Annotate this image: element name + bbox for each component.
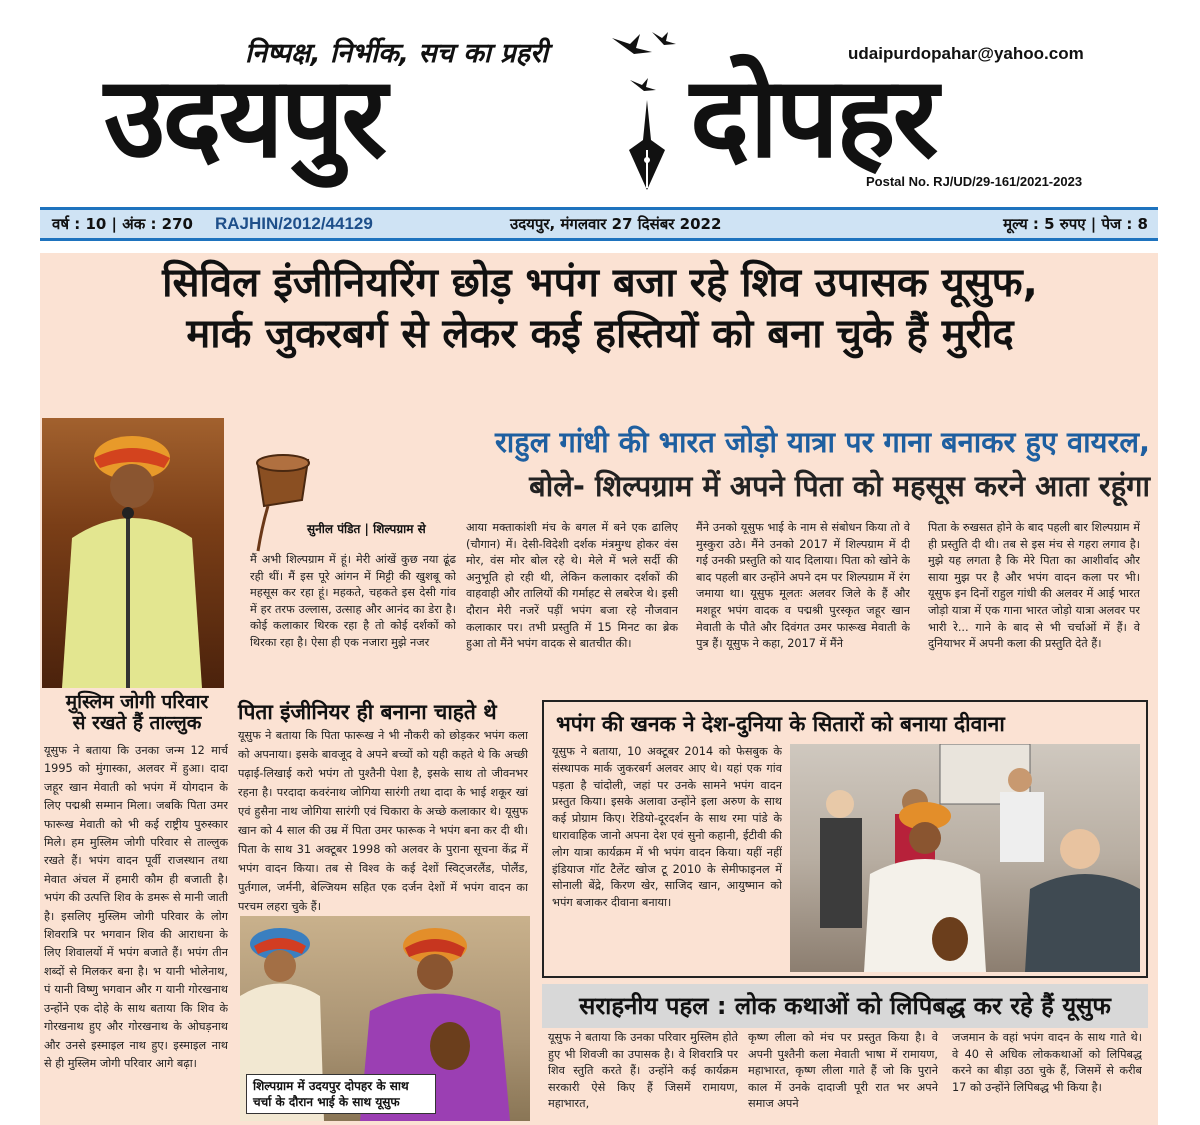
zuckerberg-meeting-photo — [790, 744, 1140, 972]
story-column-3: मैंने उनको यूसुफ भाई के नाम से संबोधन किया तो वे मुस्कुरा उठे। मैंने उनको 2017 में शिल्पग्राम में दी गई उनकी प्रस्तुति को याद दिलाया। पिता को खोने के बाद पहली बार उन्होंने अपने दम पर शिल्पग्राम में रंग जमाया था। यूसुफ मूलतः अलवर जिले के हैं और मशहूर भपंग वादक व पद्मश्री पुरस्कृत जहूर खान मेवाती के पौते और दिवंगत उमर फारूख मेवाती के पुत्र हैं। यूसुफ ने कहा, 2017 में मैंने — [696, 521, 910, 651]
byline: सुनील पंडित | शिल्पग्राम से — [307, 522, 426, 536]
muslim-section-title — [42, 692, 232, 734]
photo-caption — [246, 1074, 436, 1114]
initiative-section-title: सराहनीय पहल : लोक कथाओं को लिपिबद्ध कर रहे हैं यूसुफ — [542, 984, 1148, 1028]
postal-number: Postal No. RJ/UD/29-161/2021-2023 — [866, 174, 1083, 189]
father-section-title: पिता इंजीनियर ही बनाना चाहते थे — [238, 700, 497, 724]
masthead-name-left: उदयपुर — [104, 53, 385, 183]
masthead-tagline: निष्पक्ष, निर्भीक, सच का प्रहरी — [245, 38, 549, 69]
registration-number: RAJHIN/2012/44129 — [215, 214, 373, 233]
story-column-4: पिता के रुखसत होने के बाद पहली बार शिल्पग्राम में ही प्रस्तुति दी थी। तब से इस मंच से गहरा लगाव है। मुझे यह लगता है कि मेरे पिता का आशीर्वाद और साया मुझ पर है और भपंग वादन कला पर भी। यूसुफ इन दिनों राहुल गांधी की अलवर में आई भारत जोड़ो यात्रा में एक गाना भारत जोड़ो यात्रा अलवर पर भारी रे... गाने के बाद से भी चर्चाओं में हैं। वे दुनियाभर में अपनी कला की प्रस्तुति देते हैं। — [928, 521, 1140, 651]
headline-line-1: सिविल इंजीनियरिंग छोड़ भपंग बजा रहे शिव उपासक यूसुफ, — [162, 260, 1038, 306]
headline-line-2: मार्क जुकरबर्ग से लेकर कई हस्तियों को बना चुके हैं मुरीद — [186, 311, 1014, 357]
bhapang-section-title: भपंग की खनक ने देश-दुनिया के सितारों को बनाया दीवाना — [556, 712, 1005, 736]
subhead-line-2: बोले- शिल्पग्राम में अपने पिता को महसूस करने आता रहूंगा — [529, 469, 1150, 503]
subhead-line-1: राहुल गांधी की भारत जोड़ो यात्रा पर गाना बनाकर हुए वायरल, — [494, 425, 1150, 459]
initiative-column-2: कृष्ण लीला को मंच पर प्रस्तुत किया है। वे अपनी पुश्तैनी कला मेवाती भाषा में रामायण, महाभारत, कृष्ण लीला गाते हैं जो कि पुराने काल में उनके दादाजी पूरी रात भर अपने समाज अपने — [748, 1031, 938, 1111]
muslim-title-line-2: से रखते हैं ताल्लुक — [72, 712, 202, 734]
masthead — [0, 0, 1200, 200]
initiative-column-1: यूसुफ ने बताया कि उनका परिवार मुस्लिम होते हुए भी शिवजी का उपासक है। वे शिवरात्रि पर शिव स्तुति करते हैं। उन्होंने कई कार्यक्रम सरकारी ऐसे किए हैं जिसमें रामायण, महाभारत, — [548, 1031, 738, 1111]
caption-line-1: शिल्पग्राम में उदयपुर दोपहर के साथ — [253, 1079, 409, 1093]
main-headline — [50, 258, 1150, 360]
muslim-section-text: यूसुफ ने बताया कि उनका जन्म 12 मार्च 1995 को मुंगास्का, अलवर में हुआ। दादा जहूर खान मेवाती को भपंग में योगदान के लिए पद्मश्री सम्मान मिला। जबकि पिता उमर फारूख मेवाती को भी कई राष्ट्रीय पुरुस्कार मिले। हम मुस्लिम जोगी परिवार से ताल्लुक रखते हैं। भपंग वादन पूर्वी राजस्थान तथा मेवात अंचल में हमारी कौम ही बजाती है। भपंग की उत्पत्ति शिव के डमरू से मानी जाती है। इसलिए मुस्लिम जोगी परिवार के लोग शिवरात्रि पर भगवान शिव की आराधना के लिए शिवालयों में भपंग बजाते हैं। भपंग तीन शब्दों से मिलकर बना है। भ यानी भोलेनाथ, पं यानी विष्णु भगवान और ग यानी गोरखनाथ उन्होंने एक दोहे के साथ बताया कि शिव के गोरखनाथ हुए और गोरखनाथ के ओघड़नाथ और उनसे इस्माइल नाथ हुए। इस्माइल नाथ से ही मुस्लिम जोगी परिवार आगे बढ़ा। — [44, 744, 228, 1070]
dateline: उदयपुर, मंगलवार 27 दिसंबर 2022 — [510, 215, 722, 233]
father-section-text: यूसुफ ने बताया कि पिता फारूख ने भी नौकरी को छोड़कर भपंग कला को अपनाया। इसके बावजूद वे अपने बच्चों को यही कहते थे कि अच्छी पढ़ाई-लिखाई करो भपंग तो पुश्तैनी पेशा है, इसके साथ तो जीवनभर रहना है। परदादा कवरंनाथ जोगिया सारंगी तथा दादा के भाई शकूर खां एवं हुसैना नाथ जोगिया सारंगी एवं चिकारा के अच्छे कलाकार थे। यूसुफ खान को 4 साल की उम्र में पिता उमर फारूक ने भपंग बना कर दी थी। पिता के साथ 31 अक्टूबर 1998 को अलवर के पुराना सूचना केंद्र में भपंग वादन किया। तब से विश्व के कई देशों स्विट्जरलैंड, पोलैंड, पुर्तगाल, जर्मनी, बेल्जियम सहित एक दर्जन देशों में भपंग वादन का परचम लहरा चुके हैं। — [238, 729, 528, 913]
muslim-title-line-1: मुस्लिम जोगी परिवार — [65, 691, 209, 713]
issue-info-bar — [40, 207, 1158, 241]
price-pages: मूल्य : 5 रुपए | पेज : 8 — [1003, 215, 1148, 233]
initiative-column-3: जजमान के वहां भपंग वादन के साथ गाते थे। वे 40 से अधिक लोककथाओं को लिपिबद्ध करने का बीड़ा उठा चुके हैं, जिसमें से करीब 17 को उन्होंने लिपिबद्ध भी किया है। — [952, 1031, 1142, 1094]
masthead-email[interactable]: udaipurdopahar@yahoo.com — [848, 44, 1084, 63]
performer-photo — [42, 418, 224, 688]
subheadline — [300, 420, 1150, 508]
story-column-2: आया मक्ताकांशी मंच के बगल में बने एक ढालिए (चौगान) में। देसी-विदेशी दर्शक मंत्रमुग्ध होकर वंस मोर, वंस मोर बोल रहे थे। मेले में भले सर्दी की अनुभूति हो रही थी, लेकिन कलाकार दर्शकों की वाहवाही और तालियों की गर्माहट से लबरेज थे। इसी दौरान मेरी नजरें पड़ीं भपंग बजा रहे नौजवान कलाकार पर। तभी प्रस्तुति में 15 मिनट का ब्रेक हुआ तो मैंने भपंग वादक से बातचीत की। — [466, 521, 678, 651]
pen-nib-logo-icon — [592, 20, 702, 200]
story-column-1: मैं अभी शिल्पग्राम में हूं। मेरी आंखें कुछ नया ढूंढ रही थीं। मैं इस पूरे आंगन में मिट्टी की खुशबू को महसूस कर रहा हूं। महकते, चहकते इस देसी गांव में हर तरफ उल्लास, उत्साह और आनंद का डेरा है। कोई कलाकार थिरक रहा है तो कोई दर्शकों को थिरका रहा है। ऐसा ही एक नजारा मुझे नजर — [250, 553, 456, 649]
masthead-name-right: दोपहर — [690, 53, 936, 183]
volume-issue: वर्ष : 10 | अंक : 270 — [52, 215, 193, 233]
caption-line-2: चर्चा के दौरान भाई के साथ यूसुफ — [253, 1095, 400, 1109]
bhapang-section-text: यूसुफ ने बताया, 10 अक्टूबर 2014 को फेसबुक के संस्थापक मार्क जुकरबर्ग अलवर आए थे। यहां एक गांव पड़ता है चांदोली, जहां पर उनके सामने भपंग वादन प्रस्तुत किया। इसके अलावा उन्होंने इला अरुण के साथ कई प्रोग्राम किए। रेडियो-दूरदर्शन के साथ रमा पांडे के धारावाहिक जानो अपना देश एवं सुनो कहानी, ईटीवी की लोग यात्रा कार्यक्रम में भी भपंग वादन किया। यहीं नहीं इंडियाज गॉट टैलेंट खोज टू 2010 के सेमीफाइनल में सोनाली बेंद्रे, किरण खेर, साजिद खान, आयुष्मान को भपंग बजाकर दीवाना बनाया। — [552, 745, 782, 910]
